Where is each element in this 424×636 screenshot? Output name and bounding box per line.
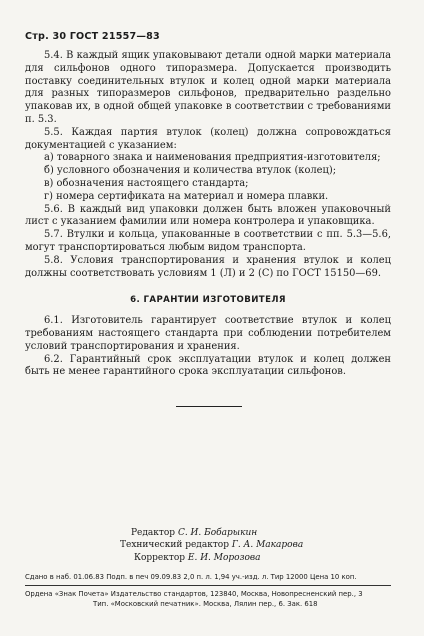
clause-5-6: 5.6. В каждый вид упаковки должен быть вложен упаковочный лист с указанием фамилии или номера контролера и упаковщика. (25, 203, 391, 228)
tech-editor-role: Технический редактор (120, 540, 229, 551)
clause-6-2: 6.2. Гарантийный срок эксплуатации втулок и колец должен быть не менее гарантийного срока эксплуатации сильфонов. (25, 353, 391, 378)
tech-editor-line (120, 539, 303, 551)
editor-line (120, 527, 303, 539)
imprint-print-data: Сдано в наб. 01.06.83 Подп. в печ 09.09.83 2,0 п. л. 1,94 уч.-изд. л. Тир 12000 Цена 10 коп. (25, 573, 357, 581)
corrector-line (120, 552, 303, 564)
clause-5-4: 5.4. В каждый ящик упаковывают детали одной марки материала для сильфонов одного типоразмера. Допускается производить поставку соединительных втулок и колец одной марки материала для разных типоразмеров сильфонов, предварительно раздельно упаковав их, в одной общей упаковке в соответствии с требованиями п. 5.3. (25, 50, 391, 125)
corrector-name: Е. И. Морозова (187, 552, 261, 563)
clause-5-5-d: г) номера сертификата на материал и номера плавки. (44, 190, 329, 202)
editor-name: С. И. Бобарыкин (177, 528, 258, 538)
clause-5-5-c: в) обозначения настоящего стандарта; (44, 177, 249, 189)
clause-6-1: 6.1. Изготовитель гарантирует соответствие втулок и колец требованиям настоящего стандарта при соблюдении потребителем условий транспортирования и хранения. (25, 315, 391, 352)
document-body (25, 50, 391, 379)
corrector-role: Корректор (134, 552, 186, 563)
divider-rule (176, 406, 242, 407)
clause-5-5-a: а) товарного знака и наименования предприятия-изготовителя; (44, 152, 381, 164)
tech-editor-name: Г. А. Макарова (231, 540, 304, 551)
clause-5-5: 5.5. Каждая партия втулок (колец) должна сопровождаться документацией с указанием: (25, 126, 391, 151)
imprint-separator (25, 585, 391, 586)
imprint-block (25, 572, 391, 610)
section-title: 6. ГАРАНТИИ ИЗГОТОВИТЕЛЯ (130, 295, 286, 306)
imprint-printer: Тип. «Московский печатник». Москва, Лялин пер., 6. Зак. 618 (93, 600, 318, 609)
editorial-credits (120, 527, 303, 564)
page-header: Стр. 30 ГОСТ 21557—83 (25, 31, 160, 42)
imprint-publisher: Ордена «Знак Почета» Издательство стандартов, 123840, Москва, Новопресненский пер., 3 (25, 590, 363, 599)
clause-5-8: 5.8. Условия транспортирования и хранения втулок и колец должны соответствовать условиям 1 (Л) и 2 (С) по ГОСТ 15150—69. (25, 254, 391, 279)
clause-5-7: 5.7. Втулки и кольца, упакованные в соответствии с пп. 5.3—5.6, могут транспортироваться любым видом транспорта. (25, 229, 391, 253)
clause-5-5-b: б) условного обозначения и количества втулок (колец); (44, 165, 337, 177)
editor-role: Редактор (131, 528, 176, 538)
